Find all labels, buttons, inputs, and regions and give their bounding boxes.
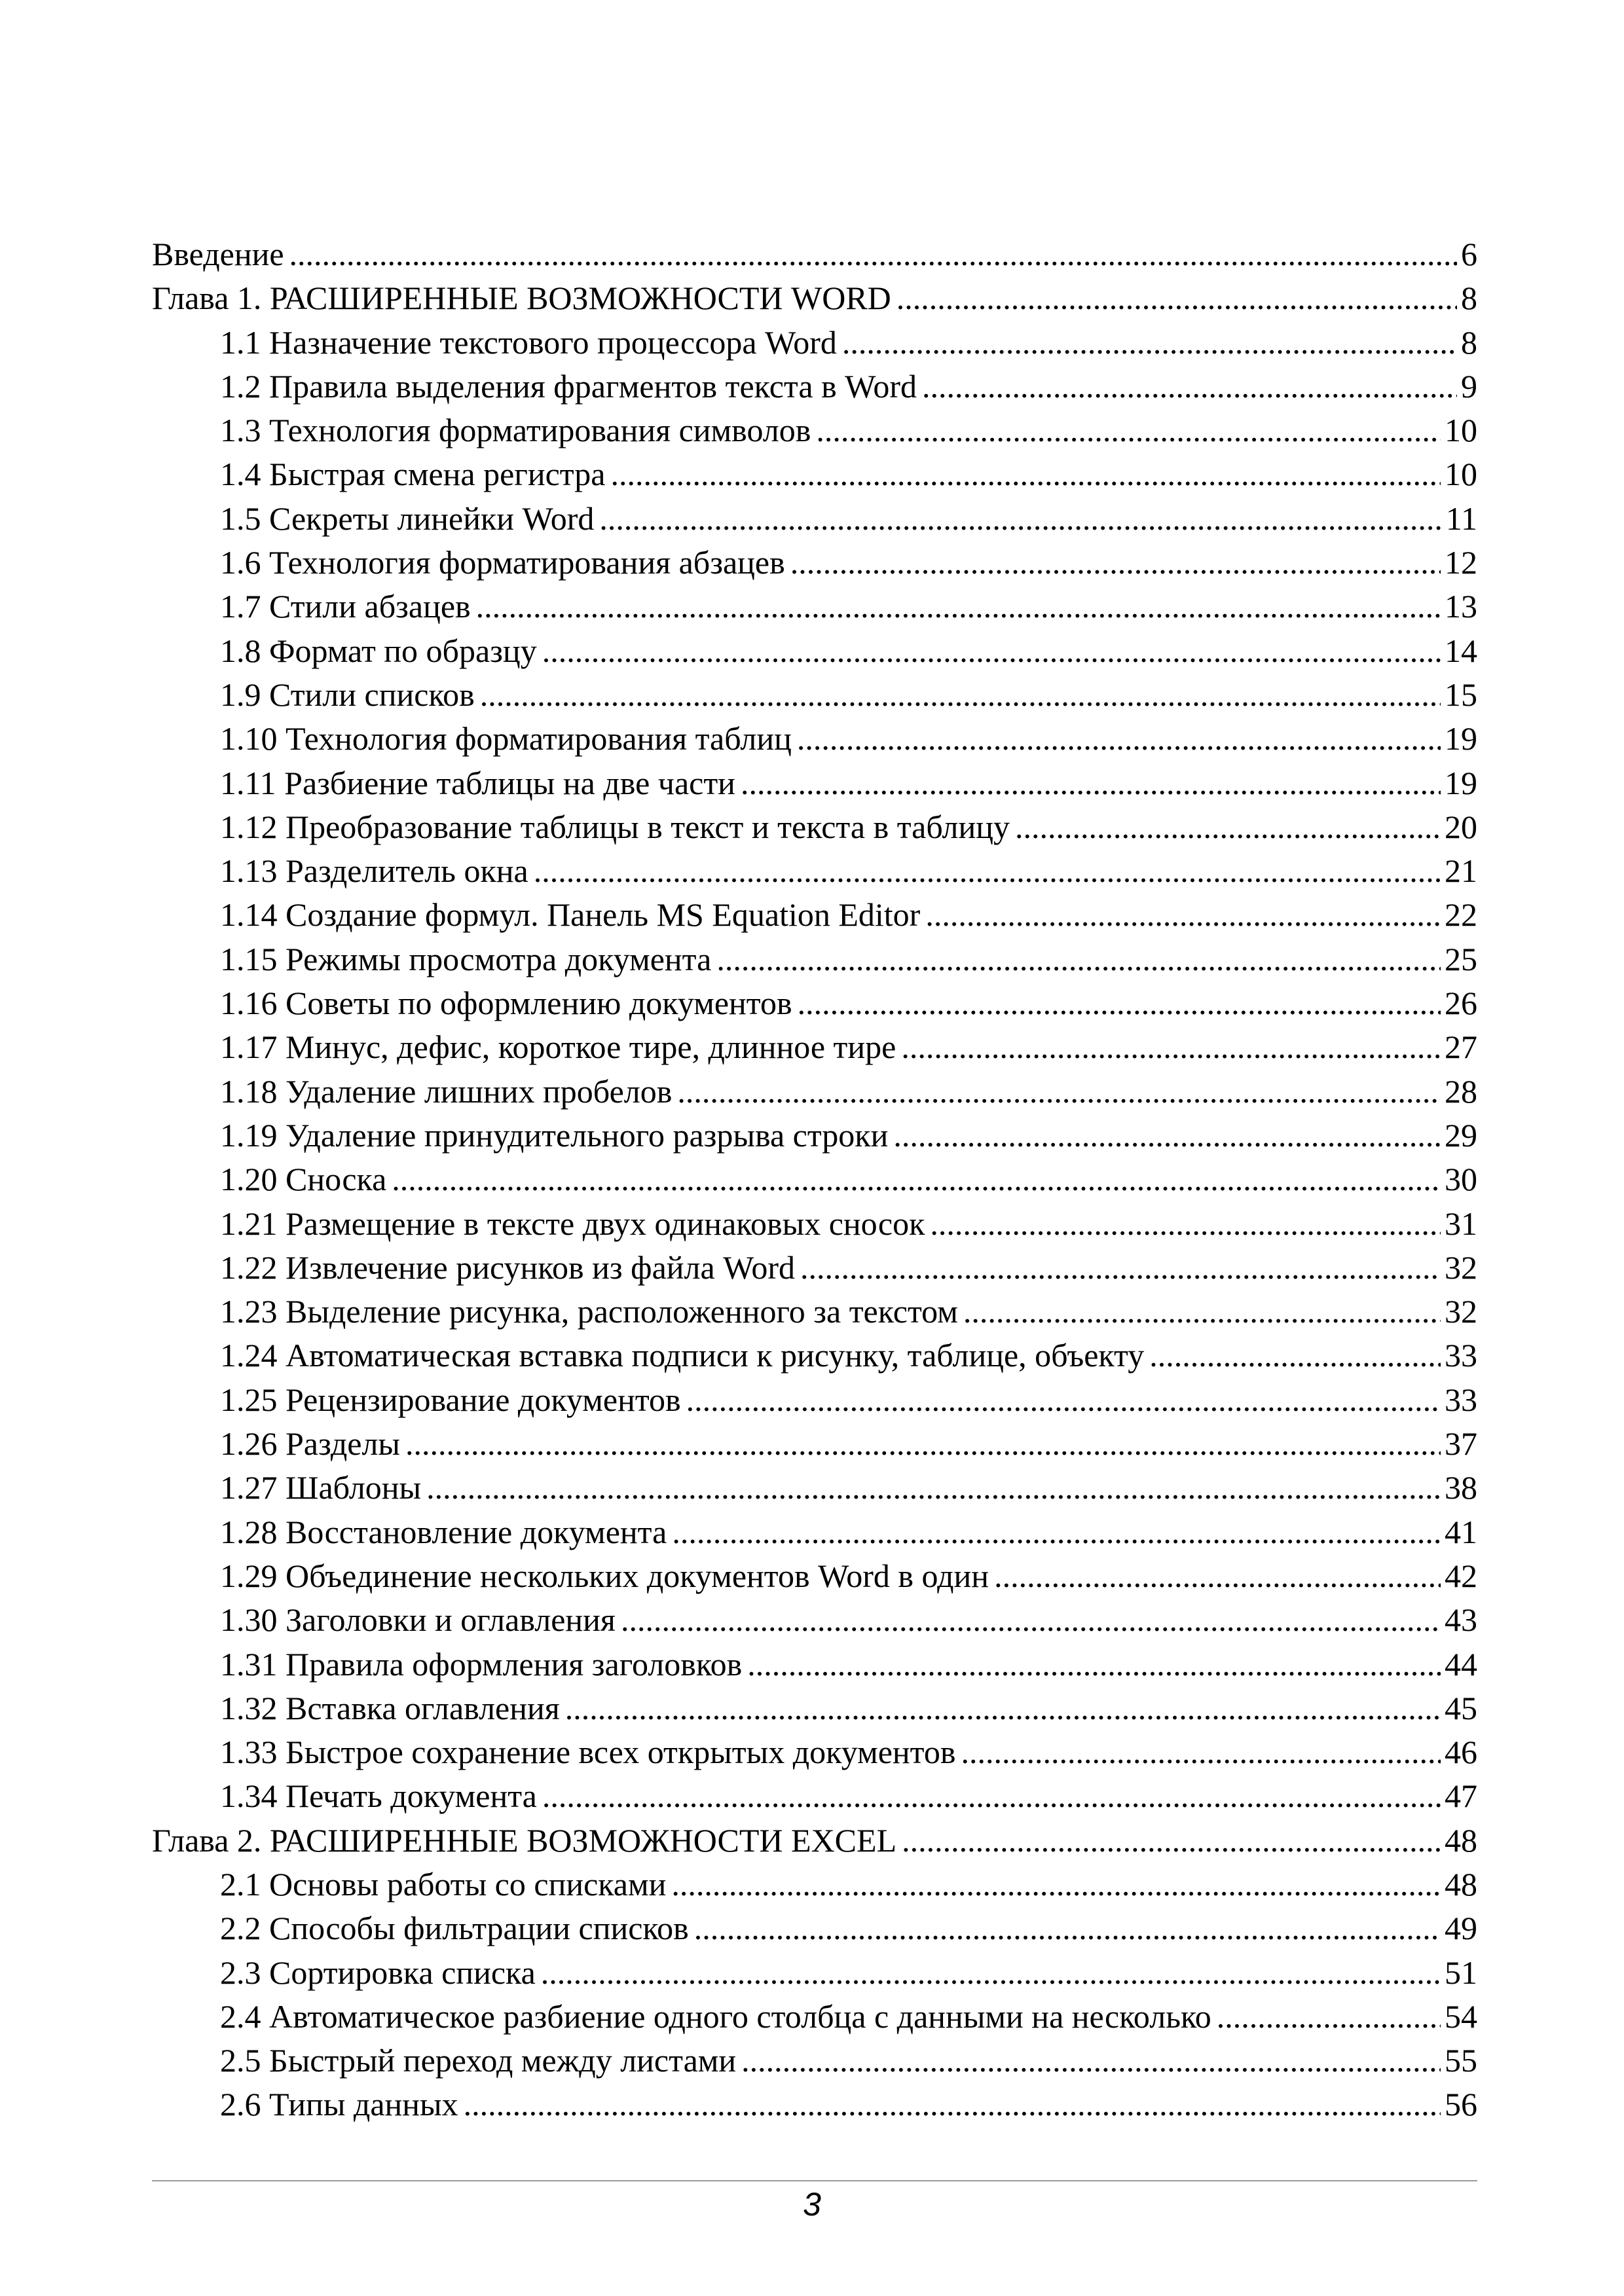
toc-section-entry: [152, 1466, 1477, 1510]
toc-dot-leader: [896, 276, 1457, 320]
toc-section-entry: [152, 365, 1477, 409]
toc-entry-title: 1.21 Размещение в тексте двух одинаковых сносок: [220, 1205, 925, 1242]
toc-entry-title: 2.2 Способы фильтрации списков: [220, 1910, 689, 1947]
toc-entry-page-number: 55: [1445, 2042, 1477, 2079]
toc-section-entry: [152, 849, 1477, 893]
toc-entry-page-number: 48: [1445, 1821, 1477, 1859]
toc-section-entry: [152, 497, 1477, 541]
toc-section-entry: [152, 1070, 1477, 1114]
toc-dot-leader: [542, 629, 1441, 673]
toc-entry-title: 1.22 Извлечение рисунков из файла Word: [220, 1248, 796, 1286]
toc-entry-title: 1.28 Восстановление документа: [220, 1513, 667, 1550]
toc-entry-page-number: 32: [1445, 1248, 1477, 1286]
toc-entry-page-number: 10: [1445, 412, 1477, 449]
toc-entry-title: 1.23 Выделение рисунка, расположенного за текстом: [220, 1293, 958, 1330]
toc-entry-page-number: 11: [1445, 500, 1477, 537]
toc-entry-title: 1.20 Сноска: [220, 1161, 387, 1198]
toc-entry-title: 1.6 Технология форматирования абзацев: [220, 544, 785, 581]
toc-entry-page-number: 10: [1445, 456, 1477, 493]
toc-section-entry: [152, 1906, 1477, 1950]
toc-dot-leader: [405, 1422, 1441, 1466]
toc-section-entry: [152, 452, 1477, 496]
toc-section-entry: [152, 1290, 1477, 1334]
toc-dot-leader: [1149, 1334, 1441, 1377]
toc-dot-leader: [464, 2083, 1441, 2126]
toc-entry-title: 1.12 Преобразование таблицы в текст и текста в таблицу: [220, 808, 1010, 845]
toc-section-entry: [152, 1202, 1477, 1246]
toc-dot-leader: [747, 1643, 1441, 1686]
toc-entry-title: 1.29 Объединение нескольких документов Word в один: [220, 1557, 989, 1594]
toc-dot-leader: [480, 673, 1441, 717]
toc-dot-leader: [902, 1819, 1441, 1863]
toc-entry-page-number: 29: [1445, 1116, 1477, 1154]
toc-dot-leader: [426, 1466, 1441, 1510]
toc-entry-page-number: 8: [1461, 280, 1477, 317]
toc-dot-leader: [534, 849, 1441, 893]
toc-entry-page-number: 49: [1445, 1910, 1477, 1947]
toc-dot-leader: [686, 1378, 1441, 1422]
toc-entry-page-number: 6: [1461, 236, 1477, 272]
toc-section-entry: [152, 2039, 1477, 2083]
toc-entry-page-number: 15: [1445, 676, 1477, 713]
toc-entry-page-number: 33: [1445, 1337, 1477, 1374]
toc-section-entry: [152, 1378, 1477, 1422]
toc-entry-title: 1.18 Удаление лишних пробелов: [220, 1072, 673, 1110]
toc-entry-page-number: 37: [1445, 1425, 1477, 1463]
toc-entry-title: 1.17 Минус, дефис, короткое тире, длинное тире: [220, 1029, 896, 1066]
toc-dot-leader: [994, 1554, 1441, 1598]
toc-dot-leader: [922, 365, 1457, 409]
toc-dot-leader: [599, 497, 1441, 541]
toc-section-entry: [152, 409, 1477, 452]
toc-section-entry: [152, 761, 1477, 805]
toc-section-entry: [152, 321, 1477, 365]
toc-section-entry: [152, 717, 1477, 761]
toc-section-entry: [152, 1114, 1477, 1157]
toc-section-entry: [152, 673, 1477, 717]
toc-section-entry: [152, 1774, 1477, 1818]
toc-entry-page-number: 44: [1445, 1645, 1477, 1683]
toc-section-entry: [152, 1510, 1477, 1554]
toc-section-entry: [152, 1598, 1477, 1642]
toc-dot-leader: [716, 938, 1441, 981]
toc-entry-title: 2.5 Быстрый переход между листами: [220, 2042, 737, 2079]
toc-dot-leader: [1217, 1995, 1441, 2039]
toc-entry-title: 2.4 Автоматическое разбиение одного столбца с данными на несколько: [220, 1997, 1211, 2035]
toc-section-entry: [152, 585, 1477, 629]
toc-entry-title: 1.13 Разделитель окна: [220, 852, 528, 890]
page-number: 3: [803, 2186, 821, 2223]
toc-entry-page-number: 33: [1445, 1381, 1477, 1418]
toc-dot-leader: [741, 2039, 1441, 2083]
toc-entry-title: Глава 1. РАСШИРЕННЫЕ ВОЗМОЖНОСТИ WORD: [152, 280, 891, 317]
toc-section-entry: [152, 1554, 1477, 1598]
toc-entry-page-number: 27: [1445, 1029, 1477, 1066]
toc-dot-leader: [963, 1290, 1441, 1334]
table-of-contents: [152, 232, 1477, 2127]
toc-entry-title: 1.24 Автоматическая вставка подписи к рисунку, таблице, объекту: [220, 1337, 1145, 1374]
footer-divider: [152, 2180, 1477, 2181]
toc-entry-title: 1.15 Режимы просмотра документа: [220, 940, 712, 977]
toc-entry-page-number: 8: [1461, 323, 1477, 361]
toc-dot-leader: [542, 1774, 1441, 1818]
toc-section-entry: [152, 1730, 1477, 1774]
toc-section-entry: [152, 1422, 1477, 1466]
toc-entry-page-number: 43: [1445, 1601, 1477, 1639]
toc-entry-page-number: 25: [1445, 940, 1477, 977]
toc-section-entry: [152, 1334, 1477, 1377]
toc-entry-page-number: 31: [1445, 1205, 1477, 1242]
toc-entry-page-number: 12: [1445, 544, 1477, 581]
toc-dot-leader: [289, 232, 1457, 276]
toc-entry-title: 1.27 Шаблоны: [220, 1469, 422, 1506]
toc-entry-title: 1.32 Вставка оглавления: [220, 1689, 560, 1726]
toc-entry-title: 1.26 Разделы: [220, 1425, 401, 1463]
toc-entry-title: 1.25 Рецензирование документов: [220, 1381, 681, 1418]
toc-dot-leader: [565, 1686, 1441, 1730]
toc-dot-leader: [672, 1510, 1441, 1554]
toc-entry-page-number: 54: [1445, 1997, 1477, 2035]
toc-dot-leader: [961, 1730, 1441, 1774]
toc-dot-leader: [694, 1906, 1441, 1950]
toc-dot-leader: [476, 585, 1441, 629]
toc-entry-title: Глава 2. РАСШИРЕННЫЕ ВОЗМОЖНОСТИ EXCEL: [152, 1821, 897, 1859]
toc-entry-title: 1.9 Стили списков: [220, 676, 475, 713]
toc-section-entry: [152, 1157, 1477, 1201]
toc-dot-leader: [1015, 805, 1441, 849]
toc-entry-page-number: 46: [1445, 1734, 1477, 1771]
toc-entry-title: 1.2 Правила выделения фрагментов текста в Word: [220, 367, 917, 405]
toc-chapter-entry: [152, 276, 1477, 320]
toc-entry-title: 1.4 Быстрая смена регистра: [220, 456, 606, 493]
toc-dot-leader: [671, 1863, 1441, 1906]
toc-entry-page-number: 26: [1445, 985, 1477, 1022]
toc-entry-title: 2.3 Сортировка списка: [220, 1954, 536, 1991]
toc-entry-title: 1.33 Быстрое сохранение всех открытых документов: [220, 1734, 956, 1771]
toc-section-entry: [152, 1246, 1477, 1290]
toc-section-entry: [152, 981, 1477, 1025]
toc-entry-title: 1.14 Создание формул. Панель MS Equation Editor: [220, 896, 921, 934]
toc-entry-title: 1.19 Удаление принудительного разрыва строки: [220, 1116, 889, 1154]
toc-dot-leader: [925, 893, 1441, 937]
toc-dot-leader: [800, 1246, 1441, 1290]
toc-chapter-entry: [152, 232, 1477, 276]
toc-entry-page-number: 13: [1445, 588, 1477, 625]
toc-entry-title: 1.11 Разбиение таблицы на две части: [220, 764, 735, 801]
toc-entry-page-number: 56: [1445, 2086, 1477, 2123]
toc-dot-leader: [392, 1157, 1441, 1201]
toc-entry-page-number: 14: [1445, 632, 1477, 669]
toc-entry-page-number: 30: [1445, 1161, 1477, 1198]
toc-entry-page-number: 41: [1445, 1513, 1477, 1550]
toc-dot-leader: [677, 1070, 1441, 1114]
toc-entry-title: 2.1 Основы работы со списками: [220, 1865, 667, 1903]
toc-entry-page-number: 42: [1445, 1557, 1477, 1594]
toc-entry-title: Введение: [152, 236, 284, 272]
toc-chapter-entry: [152, 1819, 1477, 1863]
toc-entry-page-number: 21: [1445, 852, 1477, 890]
toc-entry-title: 1.31 Правила оформления заголовков: [220, 1645, 743, 1683]
toc-dot-leader: [610, 452, 1441, 496]
toc-dot-leader: [930, 1202, 1441, 1246]
toc-section-entry: [152, 1025, 1477, 1069]
toc-entry-page-number: 20: [1445, 808, 1477, 845]
toc-section-entry: [152, 805, 1477, 849]
toc-entry-title: 1.5 Секреты линейки Word: [220, 500, 595, 537]
toc-entry-title: 1.3 Технология форматирования символов: [220, 412, 811, 449]
toc-section-entry: [152, 541, 1477, 585]
toc-section-entry: [152, 1643, 1477, 1686]
toc-entry-page-number: 32: [1445, 1293, 1477, 1330]
toc-entry-page-number: 9: [1461, 367, 1477, 405]
toc-entry-page-number: 45: [1445, 1689, 1477, 1726]
toc-dot-leader: [842, 321, 1457, 365]
toc-dot-leader: [893, 1114, 1441, 1157]
toc-entry-page-number: 47: [1445, 1777, 1477, 1815]
toc-entry-page-number: 19: [1445, 720, 1477, 757]
toc-dot-leader: [901, 1025, 1441, 1069]
toc-entry-title: 1.16 Советы по оформлению документов: [220, 985, 792, 1022]
toc-section-entry: [152, 938, 1477, 981]
toc-entry-page-number: 28: [1445, 1072, 1477, 1110]
toc-section-entry: [152, 2083, 1477, 2126]
toc-dot-leader: [816, 409, 1441, 452]
toc-dot-leader: [541, 1951, 1441, 1995]
toc-entry-title: 1.1 Назначение текстового процессора Word: [220, 323, 837, 361]
toc-dot-leader: [797, 717, 1441, 761]
toc-dot-leader: [741, 761, 1441, 805]
toc-entry-title: 1.8 Формат по образцу: [220, 632, 537, 669]
toc-dot-leader: [790, 541, 1441, 585]
toc-dot-leader: [798, 981, 1441, 1025]
toc-entry-title: 2.6 Типы данных: [220, 2086, 458, 2123]
toc-entry-title: 1.30 Заголовки и оглавления: [220, 1601, 616, 1639]
toc-dot-leader: [621, 1598, 1441, 1642]
toc-entry-page-number: 51: [1445, 1954, 1477, 1991]
toc-section-entry: [152, 1995, 1477, 2039]
toc-entry-title: 1.10 Технология форматирования таблиц: [220, 720, 792, 757]
toc-section-entry: [152, 893, 1477, 937]
toc-entry-page-number: 48: [1445, 1865, 1477, 1903]
toc-entry-page-number: 19: [1445, 764, 1477, 801]
toc-entry-title: 1.7 Стили абзацев: [220, 588, 471, 625]
toc-section-entry: [152, 629, 1477, 673]
toc-entry-page-number: 22: [1445, 896, 1477, 934]
toc-section-entry: [152, 1863, 1477, 1906]
toc-section-entry: [152, 1951, 1477, 1995]
toc-entry-title: 1.34 Печать документа: [220, 1777, 537, 1815]
toc-entry-page-number: 38: [1445, 1469, 1477, 1506]
toc-section-entry: [152, 1686, 1477, 1730]
